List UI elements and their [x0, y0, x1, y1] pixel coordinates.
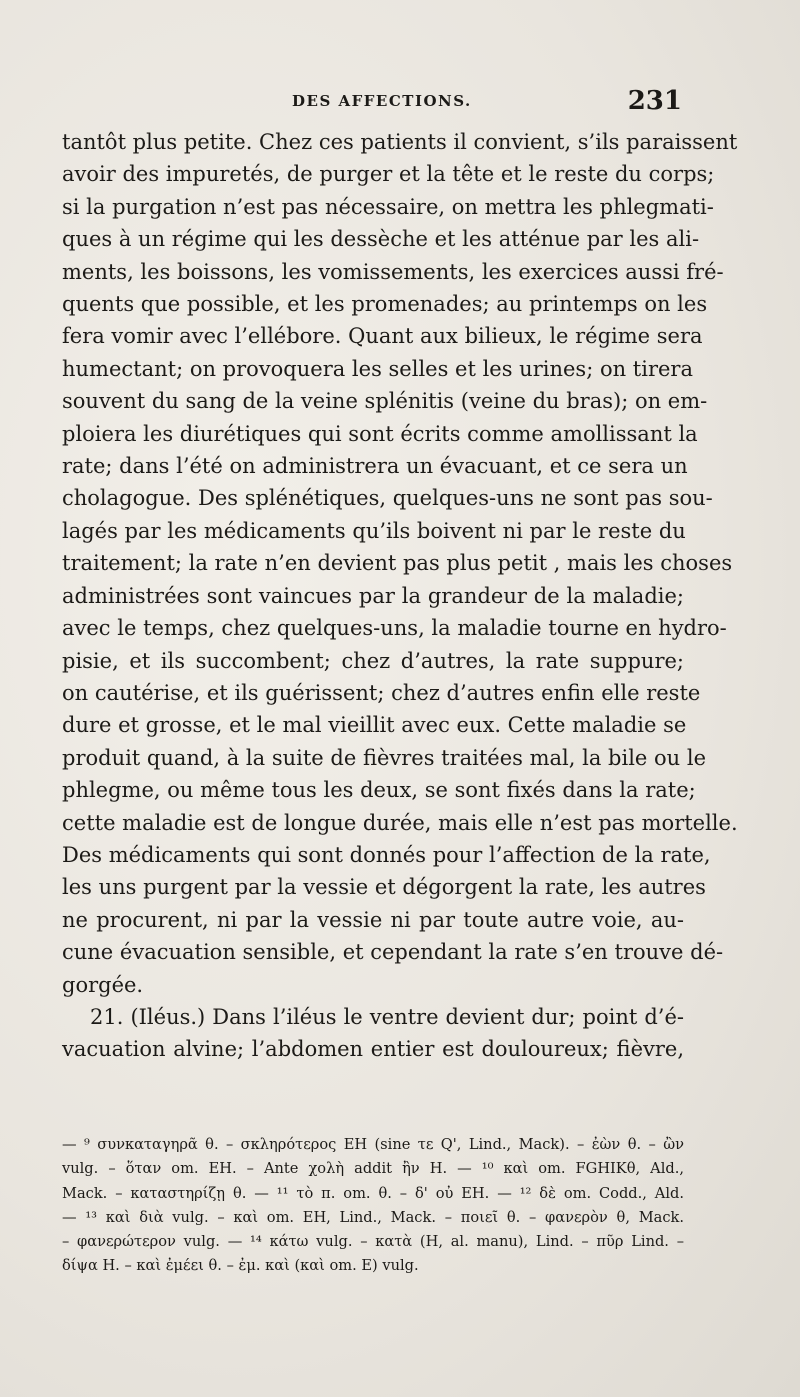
footnote-line: – φανερώτερον vulg. — ¹⁴ κάτω vulg. – κατὰ (H, al. manu), Lind. – πῦρ Lind. –	[62, 1233, 684, 1251]
footnote-line: Mack. – καταστηρίζῃ θ. — ¹¹ τὸ π. om. θ. – δ' οὐ EH. — ¹² δὲ om. Codd., Ald.	[62, 1184, 684, 1202]
text-line: cholagogue. Des splénétiques, quelques-uns ne sont pas sou-	[62, 486, 713, 511]
text-line: on cautérise, et ils guérissent; chez d’autres enfin elle reste	[62, 680, 701, 705]
page-number: 231	[627, 86, 682, 116]
text-line: gorgée.	[62, 972, 144, 997]
text-line: phlegme, ou même tous les deux, se sont fixés dans la rate;	[62, 778, 696, 803]
text-line: ments, les boissons, les vomissements, les exercices aussi fré-	[62, 259, 724, 284]
text-line: les uns purgent par la vessie et dégorgent la rate, les autres	[62, 875, 706, 900]
text-line: cette maladie est de longue durée, mais elle n’est pas mortelle.	[62, 810, 738, 835]
text-line: produit quand, à la suite de fièvres traitées mal, la bile ou le	[62, 745, 706, 770]
text-line: si la purgation n’est pas nécessaire, on mettra les phlegmati-	[62, 194, 714, 219]
running-title: DES AFFECTIONS.	[292, 92, 472, 110]
text-line: souvent du sang de la veine splénitis (veine du bras); on em-	[62, 389, 708, 414]
footnotes	[62, 1133, 684, 1279]
section-21-start: 21. (Iléus.) Dans l’iléus le ventre devient dur; point d’é-	[90, 1004, 684, 1029]
footnote-line: δίψα H. – καὶ ἐμέει θ. – ἐμ. καὶ (καὶ om. E) vulg.	[62, 1257, 419, 1275]
page-header	[62, 86, 682, 122]
text-line: pisie, et ils succombent; chez d’autres, la rate suppure;	[62, 648, 684, 673]
text-line: humectant; on provoquera les selles et les urines; on tirera	[62, 356, 693, 381]
text-line: cune évacuation sensible, et cependant la rate s’en trouve dé-	[62, 940, 724, 965]
footnote-line: — ⁹ συνκαταγηρᾶ θ. – σκληρότερος EH (sine τε Q', Lind., Mack). – ἐὼν θ. – ὢν	[62, 1136, 684, 1153]
text-line: avec le temps, chez quelques-uns, la maladie tourne en hydro-	[62, 616, 727, 641]
text-line: Des médicaments qui sont donnés pour l’affection de la rate,	[62, 842, 711, 867]
footnote-line: vulg. – ὅταν om. EH. – Ante χολὴ addit ἢν H. — ¹⁰ καὶ om. FGHIKθ, Ald.,	[62, 1160, 684, 1178]
text-line: quents que possible, et les promenades; au printemps on les	[62, 292, 708, 317]
text-line: traitement; la rate n’en devient pas plus petit , mais les choses	[62, 551, 733, 576]
text-line: ne procurent, ni par la vessie ni par toute autre voie, au-	[62, 907, 684, 932]
text-line: lagés par les médicaments qu’ils boivent ni par le reste du	[62, 518, 686, 543]
text-line: ques à un régime qui les dessèche et les atténue par les ali-	[62, 227, 700, 252]
text-line: fera vomir avec l’ellébore. Quant aux bilieux, le régime sera	[62, 324, 703, 349]
text-line: avoir des impuretés, de purger et la tête et le reste du corps;	[62, 162, 715, 187]
text-line: ploiera les diurétiques qui sont écrits comme amollissant la	[62, 421, 698, 446]
text-line: dure et grosse, et le mal vieillit avec eux. Cette maladie se	[62, 713, 687, 738]
text-line: vacuation alvine; l’abdomen entier est douloureux; fièvre,	[62, 1037, 684, 1062]
text-line: administrées sont vaincues par la grandeur de la maladie;	[62, 583, 684, 608]
footnote-line: — ¹³ καὶ διὰ vulg. – καὶ om. EH, Lind., Mack. – ποιεῖ θ. – φανερὸν θ, Mack.	[62, 1208, 684, 1226]
text-line: rate; dans l’été on administrera un évacuant, et ce sera un	[62, 454, 688, 479]
text-line: tantôt plus petite. Chez ces patients il convient, s’ils paraissent	[62, 130, 738, 154]
main-text	[62, 126, 738, 1066]
